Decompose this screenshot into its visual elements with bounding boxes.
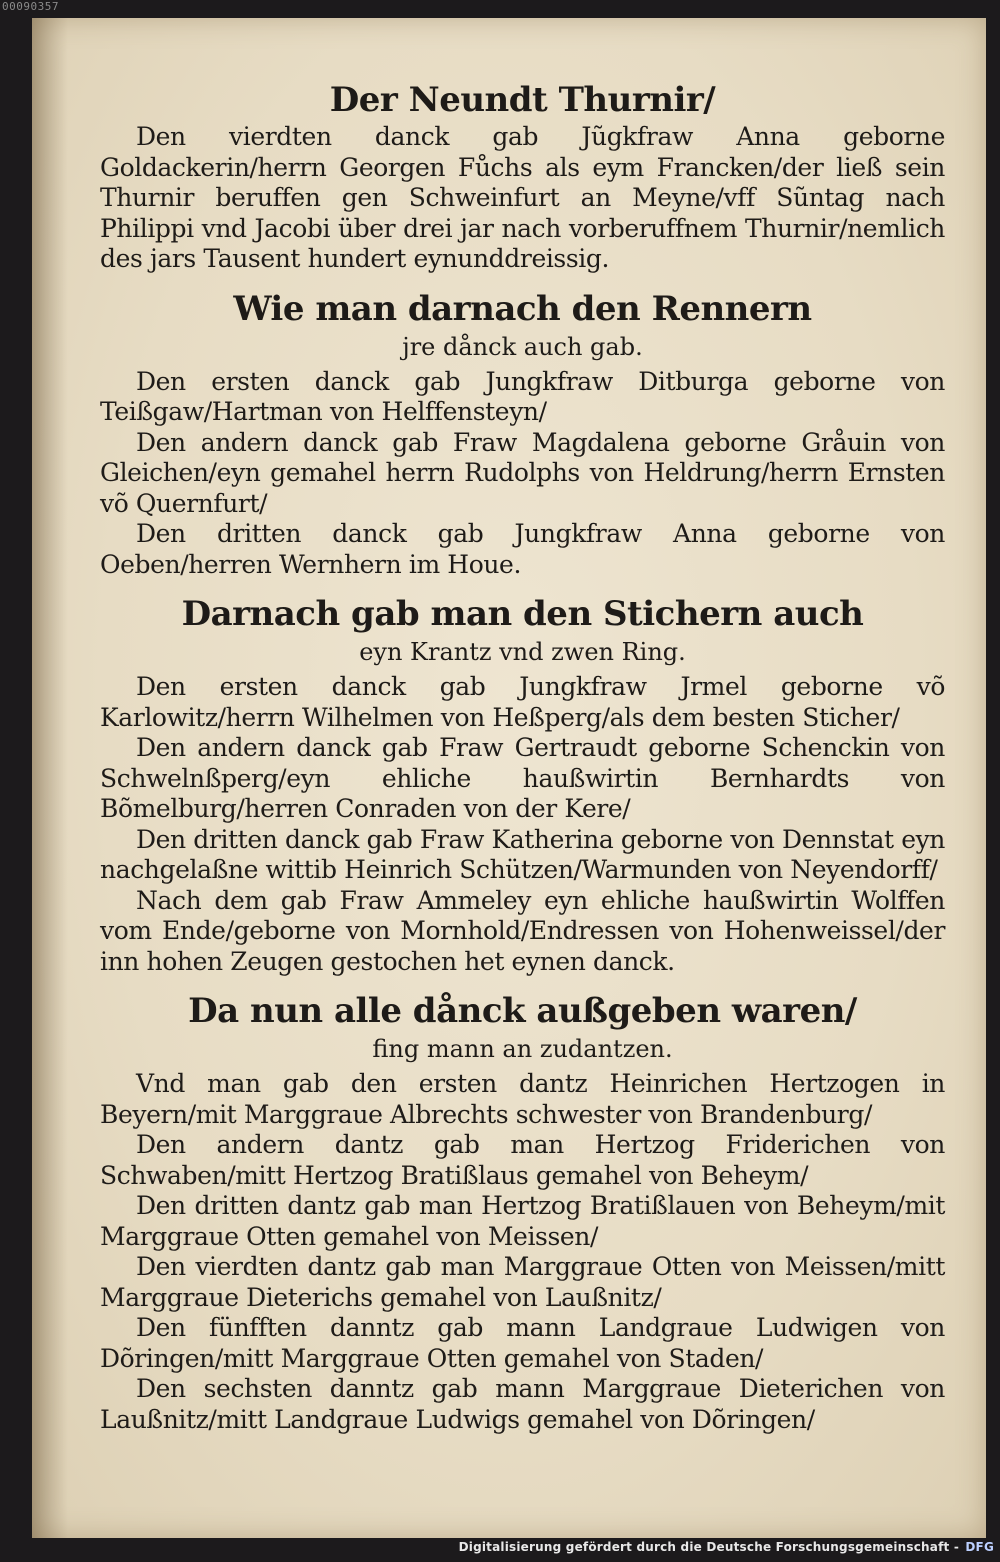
paragraph: Den fünfften danntz gab mann Landgraue Ludwigen von Dõringen/mitt Marggraue Otten gemahel von Staden/ (100, 1313, 945, 1373)
section-subheading: jre dånck auch gab. (402, 332, 643, 361)
paragraph: Nach dem gab Fraw Ammeley eyn ehliche haußwirtin Wolffen vom Ende/geborne von Mornhold/Endressen von Hohenweissel/der inn hohen Zeugen gestochen het eynen danck. (100, 885, 945, 976)
paragraph: Den dritten danck gab Jungkfraw Anna geborne von Oeben/herren Wernhern im Houe. (100, 519, 945, 579)
intro-paragraph: Den vierdten danck gab Jũgkfraw Anna geborne Goldackerin/herrn Georgen Fůchs als eym Francken/der ließ sein Thurnir beruffen gen Schweinfurt an Meyne/vff Sũntag nach Philippi vnd Jacobi über drei jar nach vorberuffnem Thurnir/nemlich des jars Tausent hundert eynunddreissig. (100, 122, 945, 273)
section-subheading: fing mann an zudantzen. (372, 1035, 673, 1063)
document-id: 00090357 (2, 0, 59, 13)
paragraph: Den andern danck gab Fraw Magdalena geborne Gråuin von Gleichen/eyn gemahel herrn Rudolphs von Heldrung/herrn Ernsten võ Quernfurt/ (100, 427, 945, 518)
page-text-block (100, 78, 945, 1435)
section-renners (100, 287, 945, 581)
paragraph: Den ersten danck gab Jungkfraw Jrmel geborne võ Karlowitz/herrn Wilhelmen von Heßperg/als dem besten Sticher/ (100, 672, 945, 732)
digitization-credit (459, 1540, 994, 1554)
credit-text: Digitalisierung gefördert durch die Deutsche Forschungsgemeinschaft - (458, 1540, 959, 1554)
paragraph: Den vierdten dantz gab man Marggraue Otten von Meissen/mitt Marggraue Dieterichs gemahel von Laußnitz/ (100, 1252, 945, 1312)
book-page (32, 18, 986, 1538)
section-stichers (100, 592, 945, 977)
paragraph: Den sechsten danntz gab mann Marggraue Dieterichen von Laußnitz/mitt Landgraue Ludwigs gemahel von Dõringen/ (100, 1374, 945, 1434)
section-heading: Da nun alle dånck außgeben waren/ (188, 991, 857, 1031)
section-dances (100, 989, 945, 1435)
paragraph: Den ersten danck gab Jungkfraw Ditburga geborne von Teißgaw/Hartman von Helffensteyn/ (100, 366, 945, 426)
dfg-logo: DFG (965, 1540, 994, 1554)
paragraph: Den dritten dantz gab man Hertzog Bratißlauen von Beheym/mit Marggraue Otten gemahel von Meissen/ (100, 1191, 945, 1251)
paragraph: Vnd man gab den ersten dantz Heinrichen Hertzogen in Beyern/mit Marggraue Albrechts schwester von Brandenburg/ (100, 1069, 945, 1129)
paragraph: Den dritten danck gab Fraw Katherina geborne von Dennstat eyn nachgelaßne wittib Heinrich Schützen/Warmunden von Neyendorff/ (100, 824, 946, 884)
paragraph: Den andern danck gab Fraw Gertraudt geborne Schenckin von Schwelnßperg/eyn ehliche haußwirtin Bernhardts von Bõmelburg/herren Conraden von der Kere/ (100, 733, 945, 823)
page-title: Der Neundt Thurnir/ (329, 80, 716, 120)
section-heading: Darnach gab man den Stichern auch (181, 594, 864, 634)
section-heading: Wie man darnach den Rennern (233, 288, 812, 329)
paragraph: Den andern dantz gab man Hertzog Friderichen von Schwaben/mitt Hertzog Bratißlaus gemahel von Beheym/ (100, 1130, 945, 1190)
section-subheading: eyn Krantz vnd zwen Ring. (359, 638, 686, 666)
